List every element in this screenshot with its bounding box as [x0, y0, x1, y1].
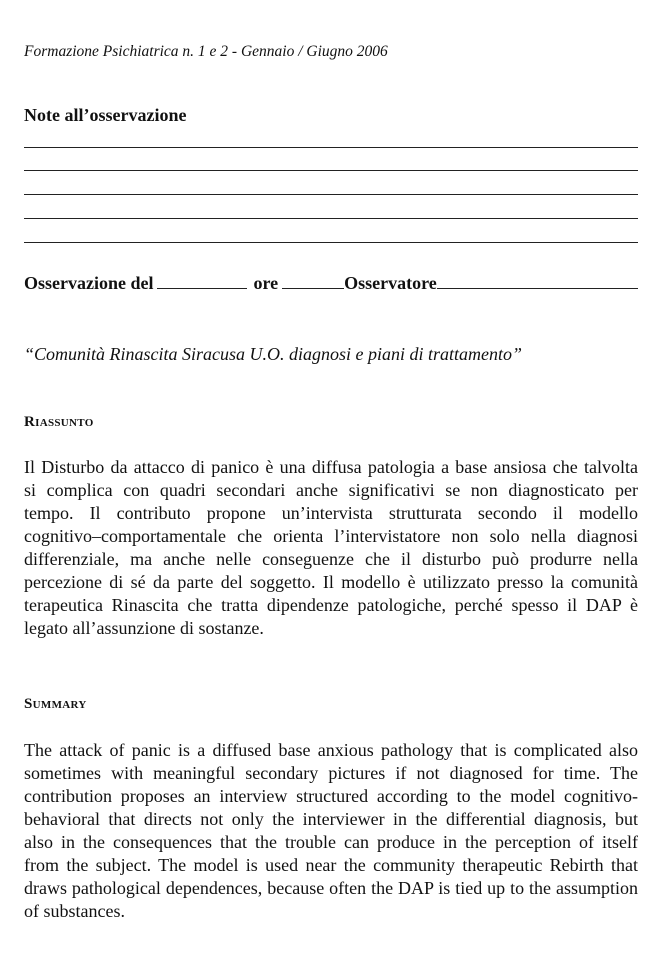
paragraph-line: differenziale, ma anche nelle conseguenze che il disturbo può produrre nella [24, 549, 638, 569]
paragraph-line: contribution proposes an interview structured according to the model cognitivo- [24, 786, 638, 806]
notes-section-title: Note all’osservazione [24, 105, 187, 125]
notes-line [24, 194, 638, 195]
running-header: Formazione Psichiatrica n. 1 e 2 - Gennaio / Giugno 2006 [24, 43, 388, 60]
riassunto-paragraph [24, 456, 638, 640]
paragraph-line: cognitivo–comportamentale che orienta l’intervistatore non solo nella diagnosi [24, 526, 638, 546]
paragraph-line: from the subject. The model is used near the community therapeutic Rebirth that [24, 855, 638, 875]
paragraph-line: of substances. [24, 901, 125, 921]
paragraph-line: tempo. Il contributo propone un’intervista strutturata secondo il modello [24, 503, 638, 523]
observation-time-blank [282, 272, 344, 289]
observation-date-label: Osservazione del [24, 273, 154, 293]
paragraph-line: also in the consequences that the trouble can produce in the perception of itself [24, 832, 638, 852]
observation-observer-blank [437, 272, 638, 289]
section-quote-title: “Comunità Rinascita Siracusa U.O. diagnosi e piani di trattamento” [24, 344, 523, 364]
paragraph-line: The attack of panic is a diffused base anxious pathology that is complicated also [24, 740, 638, 760]
summary-paragraph [24, 739, 638, 923]
paragraph-line: legato all’assunzione di sostanze. [24, 618, 264, 638]
paragraph-line: behavioral that directs not only the interviewer in the differential diagnosis, but [24, 809, 638, 829]
paragraph-line: Il Disturbo da attacco di panico è una diffusa patologia a base ansiosa che talvolta [24, 457, 638, 477]
paragraph-line: si complica con quadri secondari anche significativi se non diagnosticato per [24, 480, 638, 500]
notes-line [24, 242, 638, 243]
riassunto-title: Riassunto [24, 414, 94, 430]
notes-line [24, 147, 638, 148]
paragraph-line: sometimes with meaningful secondary pictures if not diagnosed for time. The [24, 763, 638, 783]
paragraph-line: draws pathological dependences, because often the DAP is tied up to the assumption [24, 878, 638, 898]
notes-line [24, 170, 638, 171]
notes-line [24, 218, 638, 219]
observation-time-label: ore [253, 273, 279, 293]
observation-date-blank [157, 272, 247, 289]
paragraph-line: terapeutica Rinascita che tratta dipendenze patologiche, perché spesso il DAP è [24, 595, 638, 615]
observation-fields [24, 272, 638, 294]
summary-title: Summary [24, 696, 87, 712]
paragraph-line: percezione di sé da parte del soggetto. Il modello è utilizzato presso la comunità [24, 572, 638, 592]
observation-observer-label: Osservatore [344, 273, 437, 293]
